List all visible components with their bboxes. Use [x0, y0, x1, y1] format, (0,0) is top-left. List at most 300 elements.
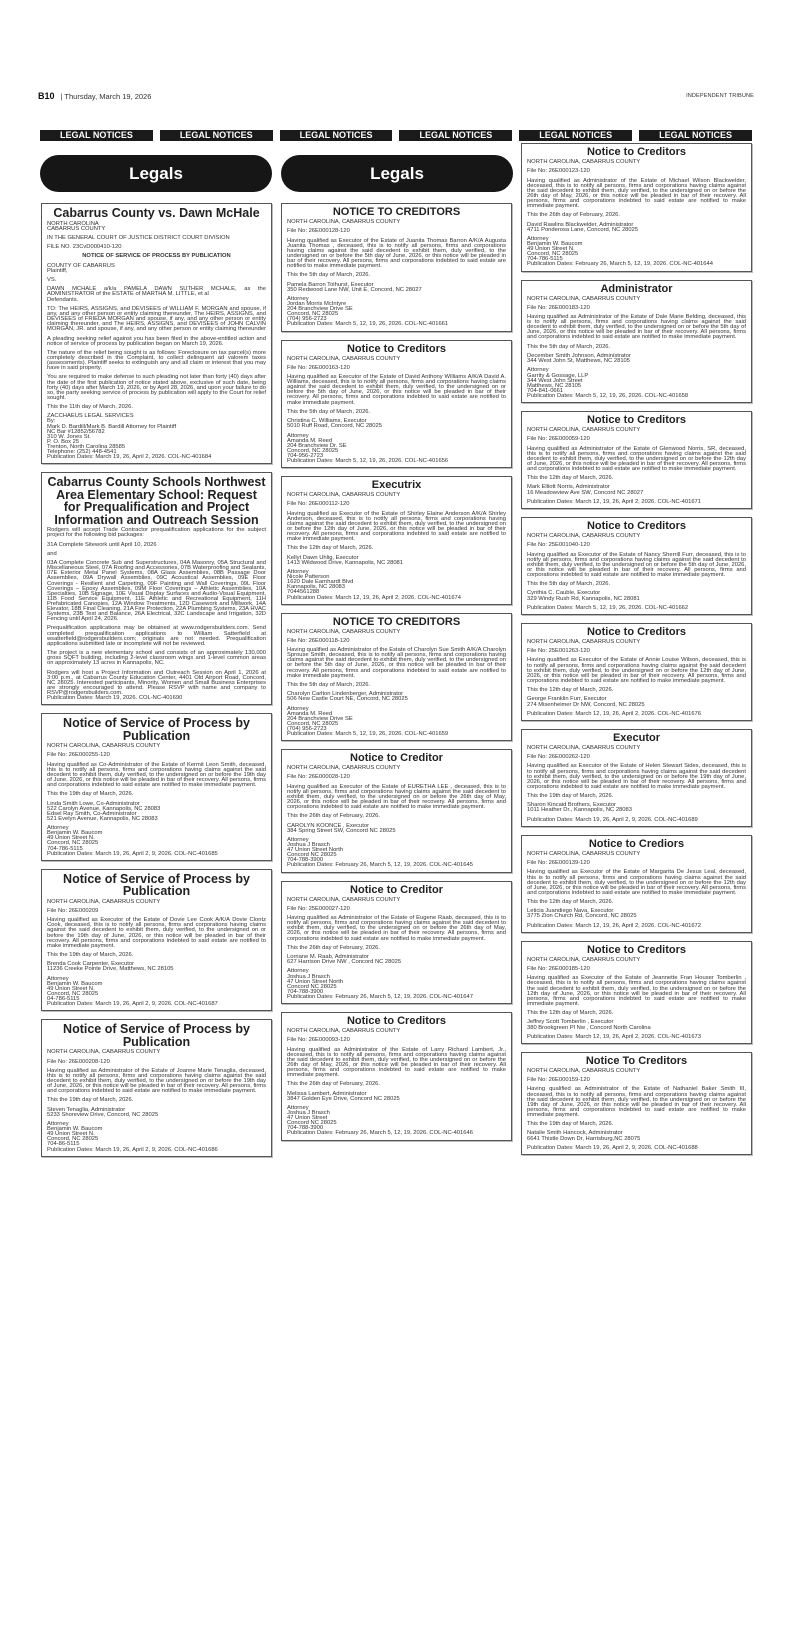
notice-title: Notice to Crediors: [588, 837, 685, 850]
notice-line: 274 Misenheimer Dr NW, Concord, NC 28025: [527, 701, 645, 708]
legal-notice: [521, 1052, 752, 1155]
notice-paragraph: [287, 969, 506, 1000]
notice-line: 704-786-5115: [47, 845, 83, 852]
notice-line: File No: 25E001040-120: [527, 542, 590, 549]
legal-notice: [41, 203, 272, 464]
notice-line: This the 19th day of March, 2026.: [527, 1121, 614, 1128]
notice-paragraph: [47, 405, 266, 410]
notice-line: NORTH CAROLINA, CABARRUS COUNTY: [527, 426, 641, 433]
legals-heading: Legals: [281, 155, 513, 192]
notice-paragraph: [287, 512, 506, 543]
legal-notice: [521, 941, 752, 1044]
notice-paragraph: [287, 785, 506, 810]
notice-paragraph: [47, 222, 266, 232]
notice-paragraph: [527, 649, 746, 654]
notice-paragraph: [287, 648, 506, 679]
notice-paragraph: [47, 1098, 266, 1103]
section-banner: [40, 130, 752, 141]
notice-line: Publication Dates: March 12, 19, 26, April 2, 2026. COL-NC-401672: [527, 922, 702, 929]
notice-line: 704-788-3900: [287, 857, 324, 864]
notice-paragraph: [527, 582, 746, 587]
notice-title: Notice to Creditors: [346, 1015, 446, 1027]
notice-line: 5010 Ruff Road, Concord, NC 28025: [287, 423, 382, 430]
notice-line: Telephone: (252) 448-4541: [47, 449, 117, 456]
notice-paragraph: [527, 485, 746, 495]
notice-line: Prequalification applications may be obtained at www.rodgersbuilders.com. Send completed prequalification applications to William Satterfield at wsatterfield@rodgersbuilders.com; originals are not needed. Prequalification applications submitted late or incomplete will not be reviewed.: [47, 625, 266, 647]
notice-paragraph: [527, 306, 746, 311]
notice-line: 1620 Dale Earnhardt Blvd: [287, 579, 354, 586]
notice-title: Executor: [612, 731, 661, 744]
notice-paragraph: [287, 898, 506, 903]
notice-line: Publication Dates: March 19, 26, April 2, 9, 2026. COL-NC-401687: [47, 1001, 218, 1008]
notice-paragraph: [47, 245, 266, 250]
notice-paragraph: [287, 220, 506, 225]
notice-line: File No: 26E000118-120: [287, 637, 350, 644]
notice-line: NORTH CAROLINA, CABARRUS COUNTY: [527, 159, 641, 165]
notice-line: 350 Redwood Lane NW, Unit E, Concord, NC 28027: [287, 286, 422, 293]
notice-paragraph: [527, 803, 746, 813]
notice-line: Concord, NC 28025: [527, 251, 579, 258]
notice-line: This the 12th day of March, 2026.: [527, 687, 614, 694]
notice-title: Notice to Creditors: [346, 342, 446, 355]
notice-line: This the 19th day of March, 2026.: [527, 793, 614, 800]
notice-line: NORTH CAROLINA, CABARRUS COUNTY: [47, 743, 161, 750]
notice-paragraph: [527, 976, 746, 1007]
notice-line: NORTH CAROLINA, CABARRUS COUNTY: [527, 532, 641, 539]
notice-line: 627 Harrison Drive NW , Concord NC 28025: [287, 959, 402, 966]
notice-line: Concord, NC 28025: [287, 720, 339, 727]
notice-paragraph: [527, 755, 746, 760]
notice-line: Having qualified as Administrator of the Estate of Nathaniel Baker Smith III, deceased, this is to notify all persons, firms and corporations having claims against the said decedent to exhibit them, duly verified, to the undersigned on or before the 19th day of June, 2026, or this notice will be pleaded in bar of their recovery. All persons, firms and corporations indebted to said estate are notified to make immediate payment.: [527, 1086, 746, 1118]
notice-paragraph: [527, 368, 746, 399]
page-header: [38, 91, 151, 101]
notice-line: 704-786-5115: [527, 256, 563, 263]
notice-line: Concord NC 28025: [287, 852, 337, 859]
notice-paragraph: [527, 818, 746, 823]
notice-line: The project is a new elementary school and consists of an approximately 130,000 gross SQFT building, including 2-level classroom wings and 1-level common areas on approximately 13 acres in Kannapolis, NC.: [47, 650, 266, 667]
notice-line: File No: 25E001263-120: [527, 648, 590, 655]
notice-paragraph: [47, 1060, 266, 1065]
notice-line: Publication Dates: February 26, March 5, 12, 19, 2026. COL-NC-401645: [287, 862, 473, 869]
notice-line: This the 19th day of March, 2026.: [47, 791, 134, 798]
notice-line: This the 12th day of March, 2026.: [527, 1010, 614, 1017]
notice-line: Nicole Patterson: [287, 574, 330, 581]
notice-line: Attorney: [287, 705, 309, 712]
notice-line: Mark D. Bardill/Mark B. Bardill Attorney for Plaintiff: [47, 423, 177, 430]
notice-line: 47 Union Street: [287, 1115, 328, 1122]
notice-paragraph: [287, 273, 506, 278]
notice-line: Having qualified as Executor of the Estate of Annie Louise Wilson, deceased, this is to notify all persons, firms and corporations having claims against the said decedent to exhibit them, duly verified, to the undersigned on or before the 12th day of June, 2026, or this notice will be pleaded in bar of their recovery. All persons, firms and corporations indebted to said estate are notified to make immediate payment.: [527, 657, 746, 684]
notice-line: Having qualified as Administrator of the Estate of Joanne Marie Tenaglia, deceased, this is to notify all persons, firms and corporations having claims against the said decedent to exhibit them, duly verified, to the undersigned on or before the 19th day of June, 2026, or this notice will be pleaded in bar of their recovery. All persons, firms and corporations indebted to said estate are notified to make immediate payment.: [47, 1067, 266, 1095]
notice-line: 1413 Wildwood Drive, Kannapolis, NC 28081: [287, 559, 404, 566]
notice-paragraph: [287, 775, 506, 780]
notice-paragraph: [527, 1069, 746, 1074]
notice-line: NORTH CAROLINA, CABARRUS COUNTY: [47, 1049, 161, 1056]
notice-paragraph: [47, 792, 266, 797]
notice-line: 521 Evelyn Avenue, Kannapolis, NC 28083: [47, 815, 158, 822]
notice-paragraph: [287, 692, 506, 702]
legal-notice: [41, 713, 272, 861]
notice-paragraph: [527, 297, 746, 302]
notice-line: By:: [47, 418, 56, 425]
notice-paragraph: [47, 826, 266, 857]
notice-line: Plaintiff,: [47, 267, 68, 274]
notice-title: NOTICE TO CREDITORS: [332, 615, 461, 628]
notice-paragraph: [287, 1029, 506, 1034]
notice-line: Attorney: [47, 975, 69, 982]
notice-line: Having qualified as Administrator of the Estate of Michael Wilson Blackwelder, deceased, this is to notify all persons, firms and corporations having claims against the said decedent to exhibit them, duly verified, to the undersigned on or before the 26th day of May, 2026, or this notice will be pleaded in bar of their recovery. All persons, firms and corporations indebted to said estate are notified to make immediate payment.: [527, 177, 746, 210]
notice-line: 384 Spring Street SW, Concord NC 28025: [287, 827, 396, 834]
notice-paragraph: [47, 278, 266, 283]
notice-line: Publication Dates: March 5, 12, 19, 26, 2026. COL-NC-401656: [287, 457, 449, 464]
notice-line: File No: 26E000209: [47, 907, 99, 914]
notice-line: 11236 Creeke Pointe Drive, Matthews, NC 28105: [47, 966, 174, 973]
legal-notice: [521, 835, 752, 933]
notice-paragraph: [47, 337, 266, 347]
notice-paragraph: [527, 543, 746, 548]
notice-column-3: [521, 143, 752, 1163]
notice-line: This the 26th day of February, 2026.: [287, 1081, 381, 1088]
notice-line: Linda Smith Lowe, Co-Administrator: [47, 800, 140, 807]
notice-paragraph: [47, 909, 266, 914]
notice-paragraph: [287, 502, 506, 507]
notice-paragraph: [527, 447, 746, 472]
notice-paragraph: [527, 345, 746, 350]
notice-paragraph: [527, 315, 746, 340]
notice-paragraph: [47, 307, 266, 332]
notice-paragraph: [527, 958, 746, 963]
notice-paragraph: [527, 861, 746, 866]
notice-line: (704) 956-2723: [287, 316, 327, 323]
notice-line: Having qualified as Executor of the Estate of David Anthony Williams A/K/A David A. Williams, deceased, this is to notify all persons, firms and corporations having claims against the said decedent to exhibit them, duly verified, to the undersigned on or before the 5th day of June, 2026, or this notice will be pleaded in bar of their recovery. All persons, firms and corporations indebted to said estate are notified to make immediate payment.: [287, 374, 506, 406]
notice-subheading: [47, 254, 266, 259]
notice-line: NORTH CAROLINA, CABARRUS COUNTY: [527, 850, 641, 857]
notice-paragraph: [527, 712, 746, 717]
notice-line: 704-788-3900: [287, 988, 324, 995]
notice-line: This the 12th day of March, 2026.: [527, 475, 614, 482]
notice-paragraph: [287, 297, 506, 328]
notice-paragraph: [287, 907, 506, 912]
notice-line: File No: 26E000163-120: [287, 364, 350, 371]
notice-paragraph: [287, 357, 506, 362]
notice-line: A pleading seeking relief against you has been filed in the above-entitled action and notice of service of process by publication began on March 19, 2026.: [47, 335, 266, 347]
notice-line: 704-841-0661: [527, 387, 564, 394]
notice-line: NORTH CAROLINA, CABARRUS COUNTY: [287, 628, 401, 635]
notice-line: 1011 Heather Dr., Kannapolis, NC 28083: [527, 807, 632, 814]
notice-line: Leticia Juandiego Nava, Executor: [527, 908, 614, 915]
notice-line: File No: 26E000093-120: [287, 1037, 350, 1044]
notice-line: VS.: [47, 277, 57, 284]
notice-line: Joshua J Brasch: [287, 842, 330, 849]
notice-line: ZACCHAEUS LEGAL SERVICES: [47, 413, 134, 420]
notice-line: Having qualified as Executor of the Estate of Juanita Thomas Barron A/K/A Augusta Juanita Thomas , deceased, this is to notify all persons, firms and corporations having claims against the said decedent to exhibit them, duly verified, to the undersigned on or before the 5th day of June, 2026, or this notice will be pleaded in bar of their recovery. All persons, firms and corporations indebted to said estate are notified to make immediate payment.: [287, 237, 506, 270]
notice-paragraph: [47, 962, 266, 972]
notice-line: Attorney: [527, 367, 549, 374]
notice-line: Publication Dates: March 12, 19, 26, April 2, 2026. COL-NC-401676: [527, 710, 702, 717]
notice-line: Attorney: [47, 825, 69, 832]
notice-line: Concord, NC 28025: [47, 1136, 99, 1143]
notice-line: This the 5th day of March, 2026.: [287, 272, 371, 279]
notice-paragraph: [287, 630, 506, 635]
notice-line: 49 Union Street N.: [47, 1131, 95, 1138]
notice-title: Notice to Creditors: [586, 625, 686, 638]
notice-line: Edsel Ray Smith, Co-Administrator: [47, 810, 137, 817]
legal-notice: [521, 143, 752, 272]
notice-line: Jordan Morris McIntyre: [287, 301, 347, 308]
legal-notice: [281, 613, 512, 742]
notice-paragraph: [527, 764, 746, 789]
notice-line: Attorney: [287, 432, 309, 439]
notice-line: Charolyn Carlton Lindenberger, Administrator: [287, 691, 403, 698]
notice-paragraph: [47, 561, 266, 622]
notice-line: 344 West John St, Matthews, NC 28105: [527, 358, 631, 365]
notice-line: 47 Union Street North: [287, 978, 344, 985]
legal-notices-bar: LEGAL NOTICES: [639, 130, 752, 141]
notice-line: 03A Complete Concrete Sub and Superstructures, 04A Masonry, 05A Structural and Miscellaneous Steel, 07A Roofing and Accessories, 07B Waterproofing and Sealants, 07E Exterior Metal Panel Systems, 08A Glass Assemblies, 08B Passage Door Assemblies, 09A Drywall Assemblies, 09C Acoustical Assemblies, 09E Floor Coverings - Resilient and Carpeting, 09F Painting and Wall Coverings, 09L Floor Coverings – Epoxy Assemblies, 09M Floor Coverings – Athletic Assemblies, 10A Specialties, 10B Signage, 10E Visual Display Surfaces and Audio-Visual Equipment, 11B Food Service Equipment, 11E Athletic and Recreational Equipment, 11H Prefabricated Canopies, 12A Window Treatments, 12D Casework and Millwork, 14A Elevator, 18B Final Cleaning, 21A Fire Protection, 22A Plumbing Systems, 23A HVAC Systems, 23B Test and Balance, 26A Electrical, 32C Landscape and Irrigation, 32D Fencing until April 24, 2026.: [47, 560, 266, 623]
notice-paragraph: [287, 283, 506, 293]
notice-line: 380 Brookgreen Pl Nw , Concord North Carolina: [527, 1024, 651, 1031]
legal-notice: [281, 749, 512, 872]
notice-line: Publication Dates: March 5, 12, 19, 26, 2026. COL-NC-401659: [287, 731, 449, 738]
notice-paragraph: [47, 900, 266, 905]
notice-paragraph: [47, 528, 266, 538]
legal-notice: [281, 203, 512, 332]
notice-line: NORTH CAROLINA, CABARRUS COUNTY: [287, 896, 401, 903]
notice-paragraph: [287, 639, 506, 644]
notice-paragraph: [287, 375, 506, 406]
notice-line: Having qualified as Executor of the Estate of Dovie Lee Cook A/K/A Dovie Clontz Cook, deceased, this is to notify all persons, firms and corporations having claims against the said decedent to exhibit them, duly verified, to the undersigned on or before the 19th day of June, 2026, or this notice will be pleaded in bar of their recovery. All persons, firms and corporations indebted to said estate are notified to make immediate payment.: [47, 917, 266, 949]
notice-line: 204 Branchview Dr. SE: [287, 442, 347, 449]
notice-line: Rodgers will host a Project Information and Outreach Session on April 1, 2026 at 3:00 p.m., at Cabarrus County Education Center, 4401 Old Airport Road, Concord, NC 28025. Interested participants, Minority, Women and Small Business Enterprises are strongly encouraged to attend. Please RSVP with name and company to RSVP@rodgersbuilders.com.: [47, 669, 266, 696]
notice-line: Having qualified as Executor of the Estate of EURETHA LEE , deceased, this is to notify all persons, firms and corporations having claims against the said decedent to exhibit them, duly verified, to the undersigned on or before the 26th day of May, 2026, or this notice will be pleaded in bar of their recovery. All persons, firms and corporations indebted to said estate are notified to make immediate payment.: [287, 783, 506, 811]
legal-notices-bar: LEGAL NOTICES: [399, 130, 512, 141]
notice-paragraph: [527, 1035, 746, 1040]
notice-paragraph: [527, 1020, 746, 1030]
notice-paragraph: [527, 909, 746, 919]
notice-paragraph: [527, 553, 746, 578]
legal-notice: [521, 517, 752, 615]
notice-line: 4711 Ponderosa Lane, Concord, NC 28025: [527, 226, 639, 233]
notice-paragraph: [47, 552, 266, 557]
notice-paragraph: [47, 918, 266, 949]
notice-line: 329 Windy Rush Rd, Kannapolis, NC 28081: [527, 595, 640, 602]
notice-line: File No: 26E000139-120: [527, 860, 590, 867]
page-number: B10: [38, 91, 55, 101]
notice-paragraph: [527, 476, 746, 481]
notice-line: 49 Union Street N.: [527, 246, 575, 253]
notice-paragraph: [47, 977, 266, 1008]
notice-title: Notice to Creditors: [586, 519, 686, 532]
notice-line: Publication Dates: March 19, 26, April 2, 9, 2026. COL-NC-401689: [527, 816, 698, 823]
notice-paragraph: [527, 967, 746, 972]
legal-notices-bar: LEGAL NOTICES: [40, 130, 153, 141]
notice-line: IN THE GENERAL COURT OF JUSTICE DISTRICT COURT DIVISION: [47, 234, 230, 241]
notice-line: Publication Dates: March 19, 26, April 2, 9, 2026. COL-NC-401686: [47, 1146, 218, 1153]
notice-line: 6641 Thistle Down Dr, Harrisburg,NC 28075: [527, 1135, 641, 1142]
notice-paragraph: [287, 239, 506, 270]
notice-paragraph: [527, 1146, 746, 1151]
notice-line: Attorney: [287, 295, 309, 302]
notice-paragraph: [47, 753, 266, 758]
notice-line: Attorney: [47, 1121, 69, 1128]
notice-line: Brenda Cook Carpenter, Executor: [47, 961, 135, 968]
notice-title: Notice of Service of Process by Publication: [63, 1022, 250, 1049]
notice-paragraph: [287, 1038, 506, 1043]
legal-notice: [281, 476, 512, 605]
notice-line: 344 West John Street: [527, 377, 583, 384]
notice-paragraph: [287, 955, 506, 965]
notice-line: David Rawlins Blackwelder, Administrator: [527, 221, 634, 228]
notice-line: Attorney: [287, 569, 309, 576]
notice-line: This the 26th day of February, 2026.: [527, 212, 621, 219]
notice-line: Publication Dates: March 19, 2026. COL-NC-401690: [47, 694, 183, 701]
notice-line: This the 12th day of March, 2026.: [287, 545, 374, 552]
notice-line: NORTH CAROLINA: [47, 220, 99, 227]
notice-paragraph: [287, 366, 506, 371]
notice-paragraph: [287, 493, 506, 498]
notice-paragraph: [47, 351, 266, 371]
notice-line: Having qualified as Co-Administrator of the Estate of Kermit Leon Smith, deceased, this is to notify all persons, firms and corporations having claims against the said decedent to exhibit them, duly verified, to the undersigned on or before the 19th day of June, 2026, or this notice will be pleaded in bar of their recovery. All persons, firms and corporations indebted to said estate are notified to make immediate payment.: [47, 761, 266, 788]
notice-line: Publication Dates: February 26, March 5, 12, 19, 2026. COL-NC-401647: [287, 993, 473, 1000]
notice-paragraph: [47, 543, 266, 548]
notice-line: Matthews, NC 28105: [527, 382, 582, 389]
notice-line: This the 5th day of March, 2026.: [287, 681, 371, 688]
notice-line: Christina C. Williams, Executor: [287, 418, 367, 425]
notice-paragraph: [47, 414, 266, 460]
legal-notice: [521, 411, 752, 509]
legal-notice: [281, 340, 512, 469]
notice-paragraph: [287, 1082, 506, 1087]
notice-line: NORTH CAROLINA, CABARRUS COUNTY: [527, 1067, 641, 1074]
notice-paragraph: [287, 1048, 506, 1079]
notice-paragraph: [47, 651, 266, 666]
notice-paragraph: [287, 570, 506, 601]
notice-line: 16 Meadowview Ave SW, Concord NC 28027: [527, 489, 644, 496]
notice-title: Notice to Creditor: [350, 883, 443, 896]
notice-paragraph: [287, 683, 506, 688]
notice-line: 47 Union Street North: [287, 847, 344, 854]
notice-line: Sharon Kincaid Brothers, Executor: [527, 802, 616, 809]
notice-line: Publication Dates: February 26, March 5, 12, 19, 2026. COL-NC-401646: [287, 1130, 473, 1137]
notice-paragraph: [47, 744, 266, 749]
notice-line: Having qualified as Administrator of the Estate of Eugene Raab, deceased, this is to notify all persons, firms and corporations having claims against the said decedent to exhibit them, duly verified, to the undersigned on or before the 26th day of May, 2026, or this notice will be pleaded in bar of their recovery. All persons, firms and corporations indebted to said estate are notified to make immediate payment.: [287, 915, 506, 942]
notice-paragraph: [527, 437, 746, 442]
notice-paragraph: [287, 824, 506, 834]
notice-line: NORTH CAROLINA, CABARRUS COUNTY: [527, 638, 641, 645]
notice-paragraph: [47, 802, 266, 822]
legal-notice: [281, 881, 512, 1004]
notice-line: 49 Union Street N.: [47, 835, 95, 842]
notice-line: Publication Dates: February 26, March 5, 12, 19, 2026. COL-NC-401644: [527, 261, 713, 268]
notice-line: Publication Dates: March 19, 26, April 2, 9, 2026. COL-NC-401685: [47, 850, 218, 857]
notice-paragraph: [527, 1011, 746, 1016]
notice-line: Concord, NC 28025: [287, 311, 339, 318]
notice-line: Having qualified as Administrator of the Estate of Larry Richard Lambert, Jr., deceased, this is to notify all persons, firms and corporations having claims against the said decedent to exhibit them, duly verified, to the undersigned on or before the 26th day of May, 2026, or this notice will be pleaded in bar of their recovery. All persons, firms and corporations indebted to said estate are notified to make immediate payment.: [287, 1046, 506, 1079]
notice-paragraph: [527, 1122, 746, 1127]
notice-paragraph: [527, 354, 746, 364]
notice-paragraph: [287, 1092, 506, 1102]
notice-line: (704) 956-2723: [287, 725, 327, 732]
notice-line: Benjamin W. Baucom: [527, 241, 583, 248]
notice-line: Having qualified as Executor of the Estate of Shirley Elaine Anderson A/K/A Shirley Anderson, deceased, this is to notify all persons, firms and corporations having claims against the said decedent to exhibit them, duly verified, to the undersigned on or before the 12th day of June, 2026, or this notice will be pleaded in bar of their recovery. All persons, firms and corporations indebted to said estate are notified to make immediate payment.: [287, 510, 506, 543]
notice-line: 704-788-3900: [287, 1125, 324, 1132]
notice-paragraph: [527, 852, 746, 857]
notice-line: Amanda M. Reed: [287, 437, 333, 444]
notice-line: Publication Dates: March 19, 26, April 2, 9, 2026. COL-NC-401688: [527, 1144, 698, 1151]
notice-line: Melissa Lambert, Administrator: [287, 1090, 367, 1097]
notice-line: File No: 26E000128-120: [287, 228, 350, 235]
notice-line: Rodgers will accept Trade Contractor prequalification applications for the subject project for the following bid packages:: [47, 527, 266, 539]
notice-line: This the 5th day of March, 2026.: [527, 343, 611, 350]
notice-line: File No: 26E000028-120: [287, 774, 350, 781]
notice-paragraph: [47, 1050, 266, 1055]
notice-paragraph: [287, 556, 506, 566]
notice-paragraph: [527, 213, 746, 218]
notice-line: File No: 25E000027-120: [287, 905, 350, 912]
notice-line: Joshua J Brasch: [287, 973, 330, 980]
notice-line: Publication Dates: March 12, 19, 26, April 2, 2026. COL-NC-401674: [287, 594, 462, 601]
notice-title: Notice To Creditors: [585, 1054, 688, 1067]
notice-line: TO: The HEIRS, ASSIGNS, and DEVISEES of WILLIAM F. MORGAN and spouse, if any, and any other person or entity claiming thereunder, The HEIRS, ASSIGNS, and DEVISEES of FRIEDA MORGAN and spouse, if any, and any other person or entity claiming thereunder, and The HEIRS, ASSIGNS, and DEVISEES of JOHN CALVIN MORGAN, JR. and spouse, if any, and any other person or entity claiming thereunder: [47, 305, 266, 333]
legal-notices-bar: LEGAL NOTICES: [160, 130, 273, 141]
notice-paragraph: [527, 794, 746, 799]
notice-column-1: [41, 203, 272, 1165]
notice-line: Having qualified as Administrator of the Estate of Charolyn Sue Smith A/K/A Charolyn Sprouse Smith, deceased, this is to notify all persons, firms and corporations having claims against the said decedent to exhibit them, duly verified, to the undersigned on or before the 5th day of June, 2026, or this notice will be pleaded in bar of their recovery. All persons, firms and corporations indebted to said estate are notified to make immediate payment.: [287, 647, 506, 679]
legal-notice: [41, 1019, 272, 1156]
notice-paragraph: [47, 1122, 266, 1153]
notice-line: Attorney: [527, 235, 549, 242]
notice-line: Kannapolis, NC 28083: [287, 584, 346, 591]
notice-paragraph: [47, 1108, 266, 1118]
notice-line: DAWN MCHALE a/k/a PAMELA DAWN SUTHER MCHALE, as the ADMINISTRATOR of the ESTATE of MARTHA M. LITTLE, et al: [47, 286, 266, 298]
notice-paragraph: [47, 236, 266, 241]
notice-paragraph: [527, 746, 746, 751]
notice-paragraph: [287, 410, 506, 415]
notice-line: Having qualified as Executor of the Estate of Jeannette Fran Houser Tomberlin , deceased, this is to notify all persons, firms and corporations having claims against the said decedent to exhibit them, duly verified, to the undersigned on or before the 12th day of June, 2026, or this notice will be pleaded in bar of their recovery. All persons, firms and corporations indebted to said estate are notified to make immediate payment.: [527, 975, 746, 1007]
notice-paragraph: [287, 229, 506, 234]
legals-heading: Legals: [40, 155, 272, 192]
notice-column-2: [281, 203, 512, 1149]
notice-title: Cabarrus County Schools Northwest Area Elementary School: Request for Prequalification and Project Information and Outreach Session: [47, 475, 266, 527]
notice-line: This the 26th day of February, 2026.: [287, 944, 381, 951]
notice-line: Benjamin W. Baucom: [47, 980, 103, 987]
notice-line: You are required to make defense to such pleading not later than forty (40) days after the date of the first publication of notice stated above, exclusive of such date, being forty (40) days after March 19, 2026, or by April 28, 2026, and upon your failure to do so, the party seeking service of process by publication will apply to the Court for relief sought.: [47, 374, 266, 401]
notice-line: File No: 26E000112-120: [287, 501, 350, 508]
notice-line: File No: 26E000159-120: [527, 1077, 590, 1084]
notice-paragraph: [527, 606, 746, 611]
notice-line: 704-86-5115: [47, 1141, 80, 1148]
notice-line: Lorriane M. Raab, Administrator: [287, 954, 369, 961]
notice-line: Concord, NC 28025: [47, 840, 99, 847]
notice-line: This the 12th day of March, 2026.: [527, 899, 614, 906]
notice-line: NORTH CAROLINA, CABARRUS COUNTY: [287, 765, 401, 772]
notice-line: 49 Union Street N.: [47, 985, 95, 992]
notice-line: File No: 26E000255-120: [47, 752, 110, 759]
notice-paragraph: [527, 169, 746, 174]
notice-paragraph: [287, 766, 506, 771]
notice-line: NORTH CAROLINA, CABARRUS COUNTY: [47, 898, 161, 905]
legal-notice: [521, 623, 752, 721]
notice-paragraph: [527, 428, 746, 433]
notice-line: Publication Dates: March 5, 12, 19, 26, 2026. COL-NC-401658: [527, 392, 689, 399]
notice-line: Publication Dates: March 19, 26, April 2, 2026. COL-NC-401684: [47, 454, 212, 461]
notice-line: CAROLYN KOONCE , Executor: [287, 822, 370, 829]
notice-line: CABARRUS COUNTY: [47, 225, 106, 232]
notice-line: NORTH CAROLINA, CABARRUS COUNTY: [287, 1028, 401, 1034]
legal-notice: [41, 869, 272, 1012]
notice-paragraph: [287, 838, 506, 869]
notice-line: Garrity & Gossage, LLP: [527, 372, 589, 379]
